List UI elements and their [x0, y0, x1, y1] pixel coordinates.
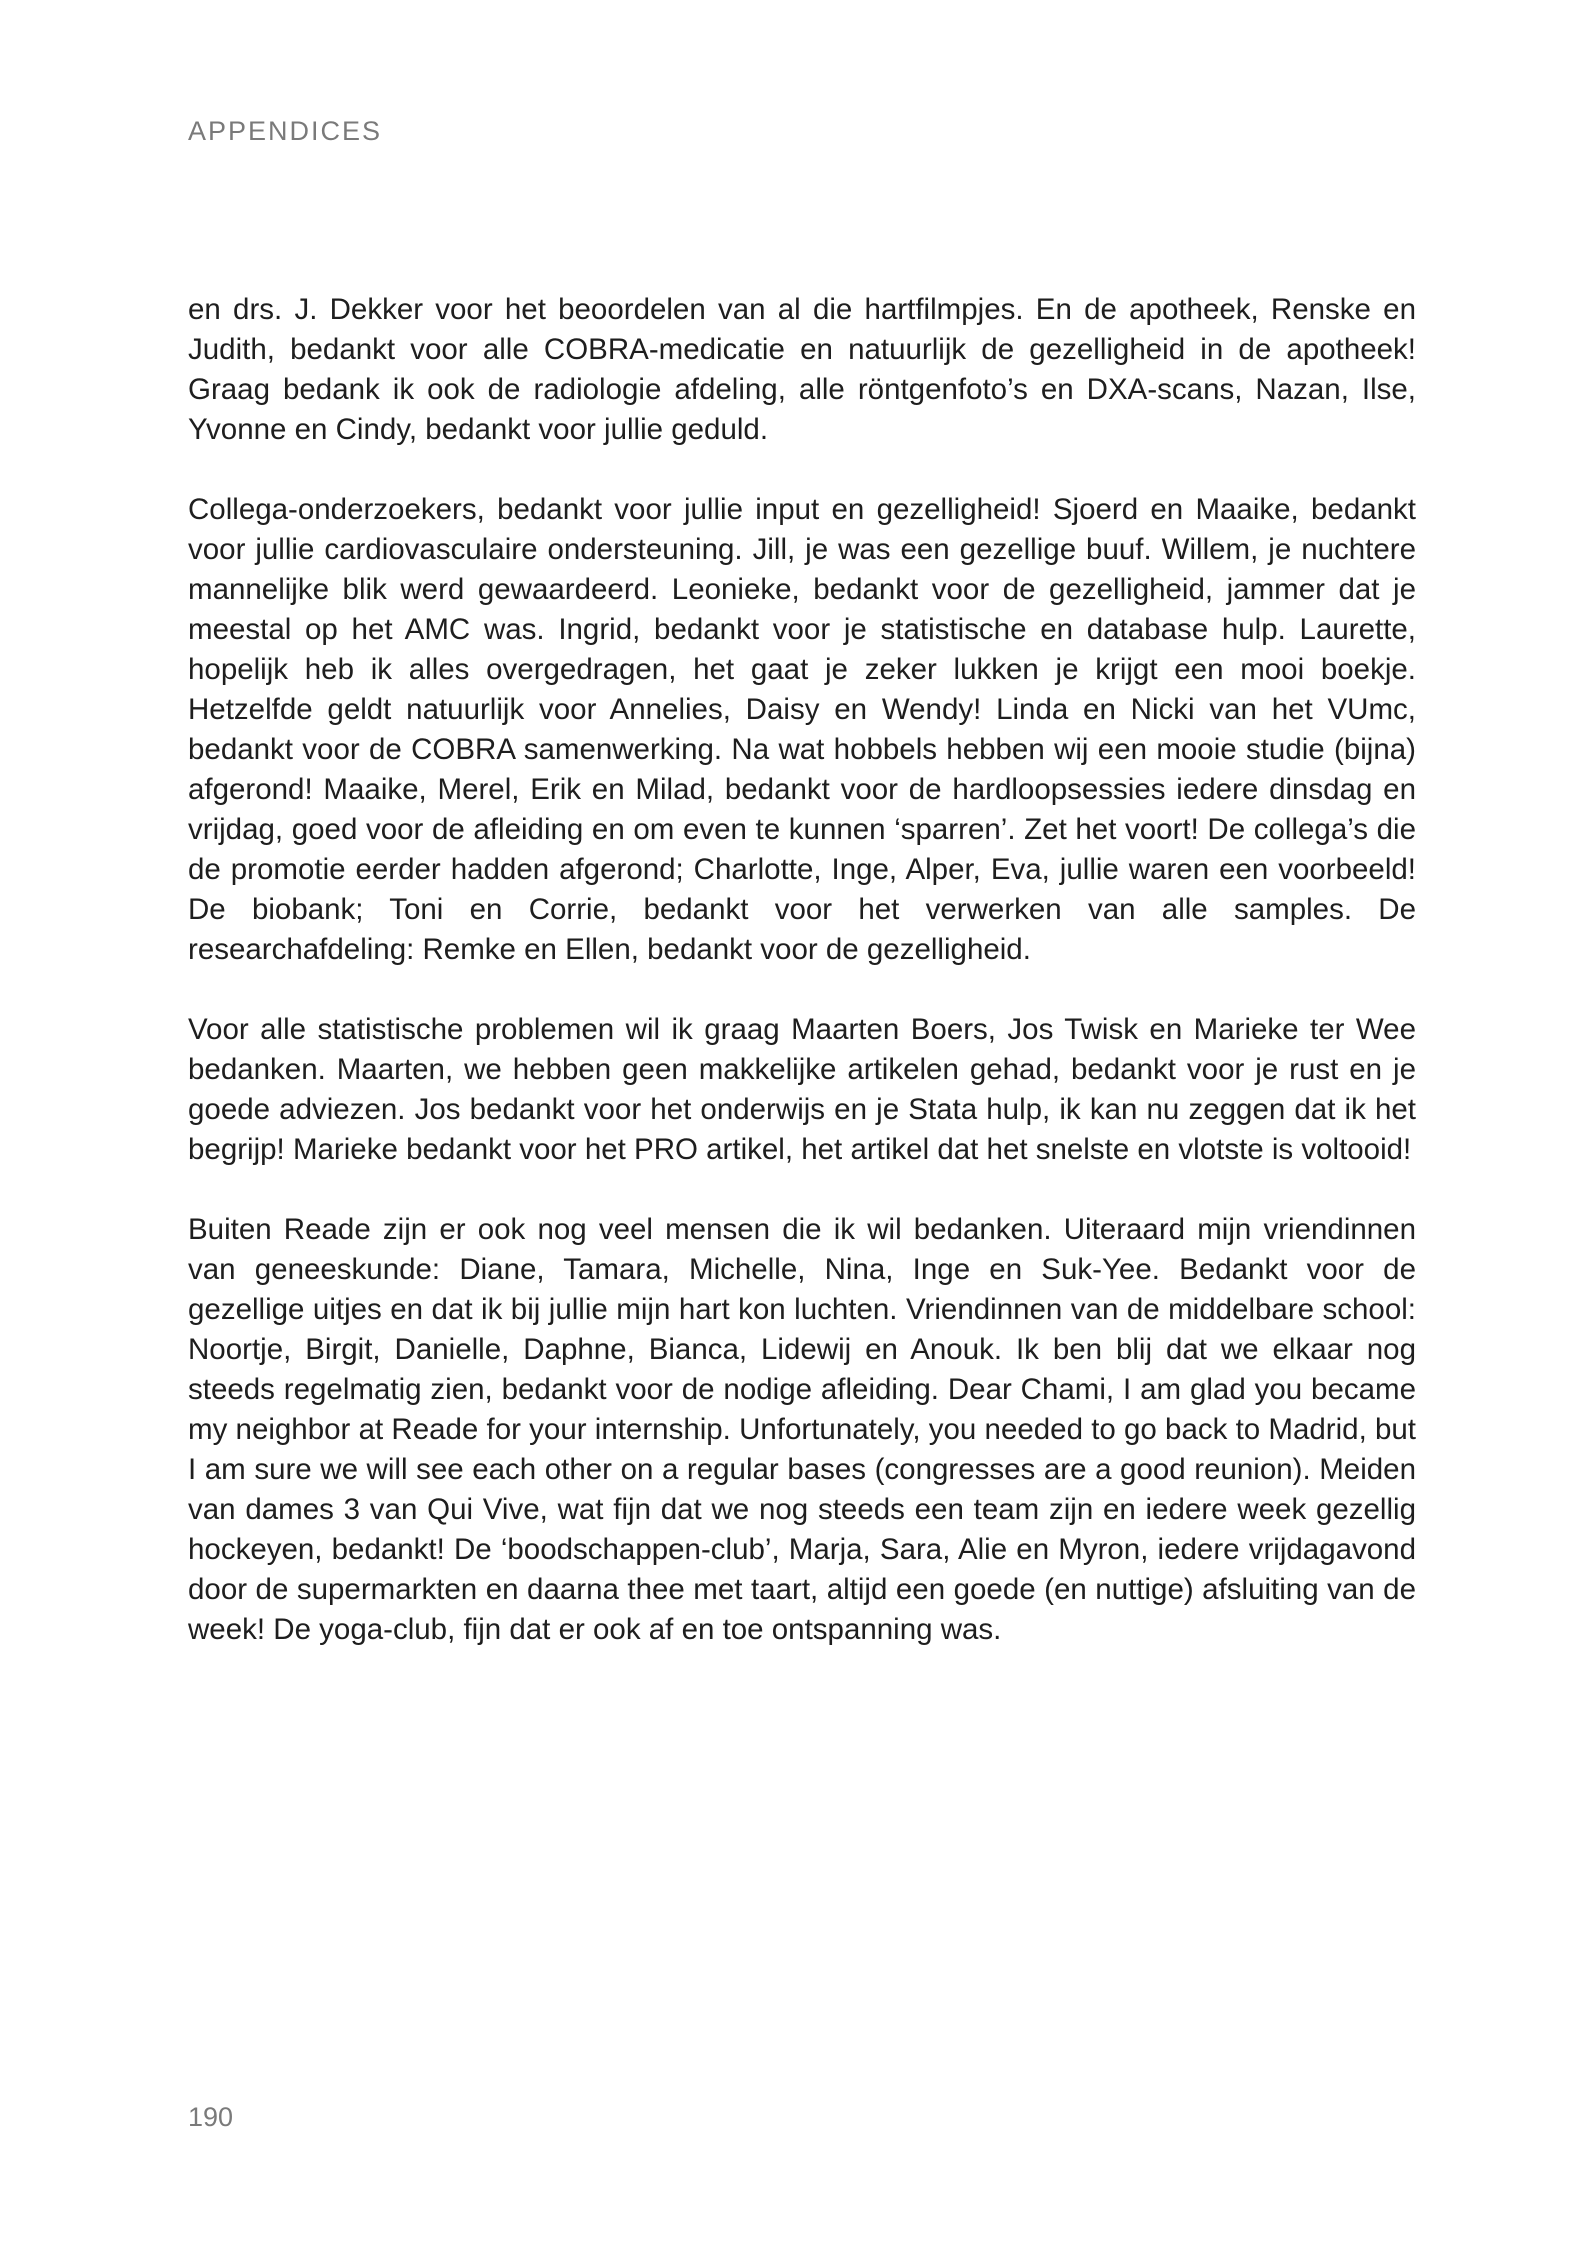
paragraph-1: en drs. J. Dekker voor het beoordelen van al die hartfilmpjes. En de apotheek, Renske en Judith, bedankt voor alle COBRA-medicatie en natuurlijk de gezelligheid in de apotheek! Graag bedank ik ook de radiologie afdeling, alle röntgenfoto’s en DXA-scans, Nazan, Ilse, Yvonne en Cindy, bedankt voor jullie geduld.	[188, 293, 1416, 446]
paragraph-3: Voor alle statistische problemen wil ik graag Maarten Boers, Jos Twisk en Marieke ter Wee bedanken. Maarten, we hebben geen makkelijke artikelen gehad, bedankt voor je rust en je goede adviezen. Jos bedankt voor het onderwijs en je Stata hulp, ik kan nu zeggen dat ik het begrijp! Marieke bedankt voor het PRO artikel, het artikel dat het snelste en vlotste is voltooid!	[188, 1013, 1416, 1166]
paragraph-2: Collega-onderzoekers, bedankt voor jullie input en gezelligheid! Sjoerd en Maaike, bedankt voor jullie cardiovasculaire ondersteuning. Jill, je was een gezellige buuf. Willem, je nuchtere mannelijke blik werd gewaardeerd. Leonieke, bedankt voor de gezelligheid, jammer dat je meestal op het AMC was. Ingrid, bedankt voor je statistische en database hulp. Laurette, hopelijk heb ik alles overgedragen, het gaat je zeker lukken je krijgt een mooi boekje. Hetzelfde geldt natuurlijk voor Annelies, Daisy en Wendy! Linda en Nicki van het VUmc, bedankt voor de COBRA samenwerking. Na wat hobbels hebben wij een mooie studie (bijna) afgerond! Maaike, Merel, Erik en Milad, bedankt voor de hardloopsessies iedere dinsdag en vrijdag, goed voor de afleiding en om even te kunnen ‘sparren’. Zet het voort! De collega’s die de promotie eerder hadden afgerond; Charlotte, Inge, Alper, Eva, jullie waren een voorbeeld! De biobank; Toni en Corrie, bedankt voor het verwerken van alle samples. De researchafdeling: Remke en Ellen, bedankt voor de gezelligheid.	[188, 493, 1416, 966]
page-number: 190	[188, 2102, 234, 2132]
body-text	[188, 290, 1416, 1690]
running-header: APPENDICES	[188, 116, 383, 146]
paragraph-4: Buiten Reade zijn er ook nog veel mensen die ik wil bedanken. Uiteraard mijn vriendinnen van geneeskunde: Diane, Tamara, Michelle, Nina, Inge en Suk-Yee. Bedankt voor de gezellige uitjes en dat ik bij jullie mijn hart kon luchten. Vriendinnen van de middelbare school: Noortje, Birgit, Danielle, Daphne, Bianca, Lidewij en Anouk. Ik ben blij dat we elkaar nog steeds regelmatig zien, bedankt voor de nodige afleiding. Dear Chami, I am glad you became my neighbor at Reade for your internship. Unfortunately, you needed to go back to Madrid, but I am sure we will see each other on a regular bases (congresses are a good reunion). Meiden van dames 3 van Qui Vive, wat fijn dat we nog steeds een team zijn en iedere week gezellig hockeyen, bedankt! De ‘boodschappen-club’, Marja, Sara, Alie en Myron, iedere vrijdagavond door de supermarkten en daarna thee met taart, altijd een goede (en nuttige) afsluiting van de week! De yoga-club, fijn dat er ook af en toe ontspanning was.	[188, 1213, 1416, 1646]
